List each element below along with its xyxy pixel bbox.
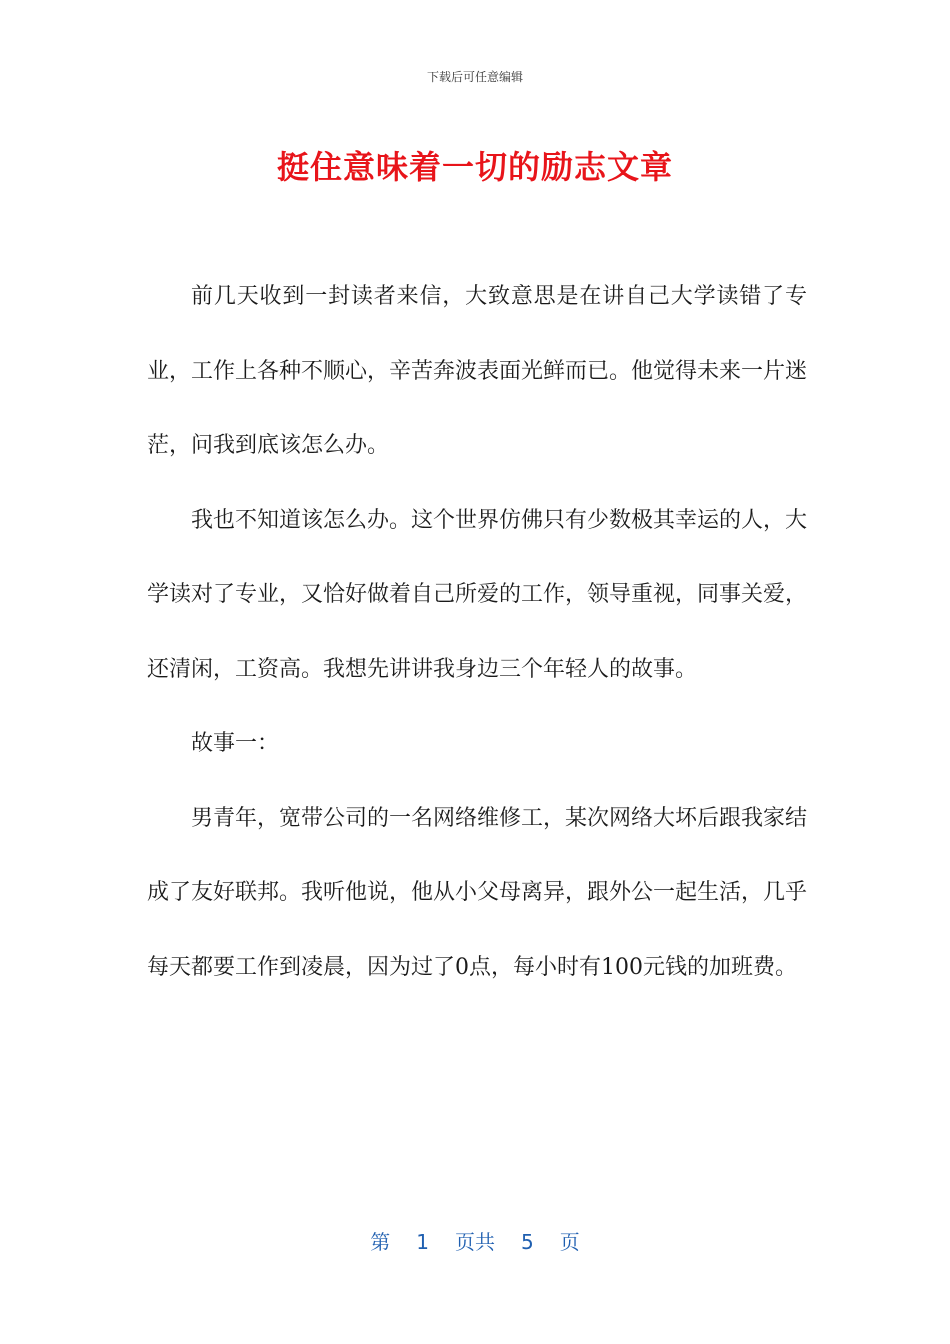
footer-prefix: 第 bbox=[370, 1230, 391, 1254]
paragraph-1: 前几天收到一封读者来信，大致意思是在讲自己大学读错了专业，工作上各种不顺心，辛苦奔波表面光鲜而已。他觉得未来一片迷茫，问我到底该怎么办。 bbox=[147, 284, 808, 458]
total-pages-number: 5 bbox=[521, 1230, 534, 1254]
footer-middle: 页共 bbox=[455, 1230, 495, 1254]
paragraph-2: 我也不知道该怎么办。这个世界仿佛只有少数极其幸运的人，大学读对了专业，又恰好做着自己所爱的工作，领导重视，同事关爱，还清闲，工资高。我想先讲讲我身边三个年轻人的故事。 bbox=[147, 507, 808, 682]
current-page-number: 1 bbox=[416, 1230, 429, 1254]
header-note: 下载后可任意编辑 bbox=[426, 70, 523, 84]
document-title: 挺住意味着一切的励志文章 bbox=[276, 148, 673, 186]
paragraph-4: 男青年，宽带公司的一名网络维修工，某次网络大坏后跟我家结成了友好联邦。我听他说，他从小父母离异，跟外公一起生活，几乎每天都要工作到凌晨，因为过了0点，每小时有100元钱的加班费。 bbox=[147, 805, 808, 980]
document-body bbox=[147, 260, 807, 1005]
footer-suffix: 页 bbox=[559, 1230, 580, 1254]
paragraph-3: 故事一： bbox=[191, 731, 280, 756]
page-footer bbox=[0, 1226, 950, 1255]
